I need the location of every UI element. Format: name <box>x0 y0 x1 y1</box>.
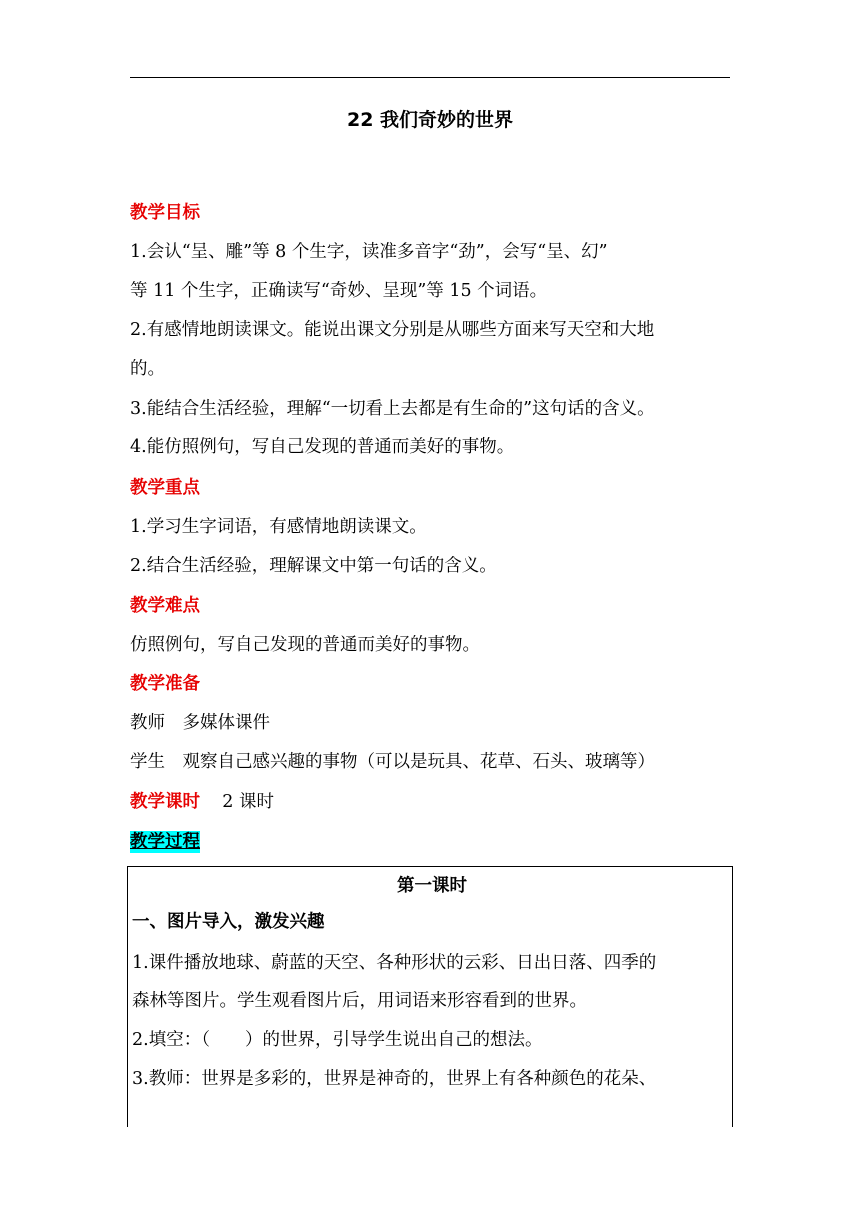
objective-line: 2.有感情地朗读课文。能说出课文分别是从哪些方面来写天空和大地 <box>130 320 655 340</box>
objective-line: 等 11 个生字，正确读写“奇妙、呈现”等 15 个词语。 <box>130 281 548 301</box>
preparation-heading: 教学准备 <box>130 674 200 694</box>
document-title: 22 我们奇妙的世界 <box>346 109 514 131</box>
key-points-heading: 教学重点 <box>130 478 200 498</box>
process-line: 3.教师：世界是多彩的，世界是神奇的，世界上有各种颜色的花朵、 <box>132 1069 657 1089</box>
difficulty-line: 仿照例句，写自己发现的普通而美好的事物。 <box>130 635 480 655</box>
lesson-table <box>127 866 733 1127</box>
periods-line <box>130 789 735 815</box>
section-heading: 一、图片导入，激发兴趣 <box>132 912 325 932</box>
objective-line: 3.能结合生活经验，理解“一切看上去都是有生命的”这句话的含义。 <box>130 399 655 419</box>
preparation-student: 学生 观察自己感兴趣的事物（可以是玩具、花草、石头、玻璃等） <box>130 752 655 772</box>
process-line: 1.课件播放地球、蔚蓝的天空、各种形状的云彩、日出日落、四季的 <box>132 953 657 973</box>
difficulties-heading: 教学难点 <box>130 596 200 616</box>
objective-line: 4.能仿照例句，写自己发现的普通而美好的事物。 <box>130 437 515 457</box>
objective-line: 1.会认“呈、雕”等 8 个生字，读准多音字“劲”，会写“呈、幻” <box>130 242 608 262</box>
process-line: 2.填空：（ ）的世界，引导学生说出自己的想法。 <box>132 1030 543 1050</box>
preparation-teacher: 教师 多媒体课件 <box>130 713 270 733</box>
process-heading-line <box>130 829 735 855</box>
key-point-line: 2.结合生活经验，理解课文中第一句话的含义。 <box>130 556 497 576</box>
process-line: 森林等图片。学生观看图片后，用词语来形容看到的世界。 <box>132 991 587 1011</box>
key-point-line: 1.学习生字词语，有感情地朗读课文。 <box>130 517 427 537</box>
periods-heading: 教学课时 <box>130 792 200 812</box>
objectives-heading: 教学目标 <box>130 203 200 223</box>
box-title: 第一课时 <box>397 876 467 896</box>
header-rule <box>130 77 730 78</box>
objective-line: 的。 <box>130 359 165 379</box>
periods-value: 2 课时 <box>222 792 274 812</box>
process-heading: 教学过程 <box>130 832 200 852</box>
